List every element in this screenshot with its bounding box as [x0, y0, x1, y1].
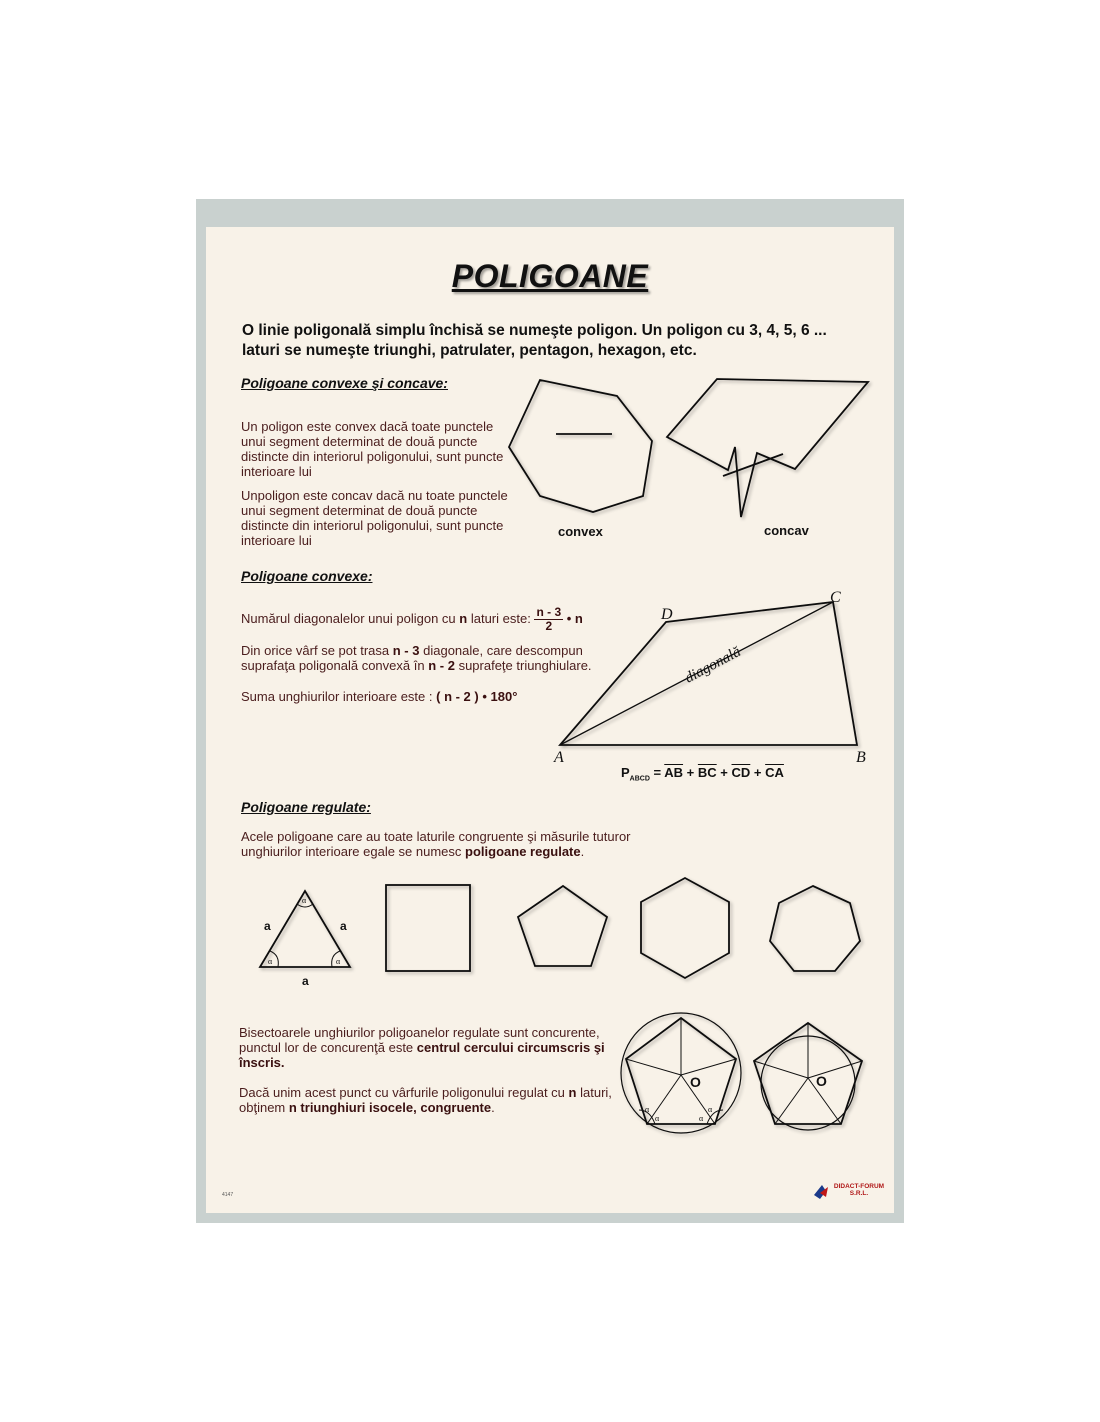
angle-label-p4: α — [699, 1114, 704, 1123]
angle-sum-formula: ( n - 2 ) • 180° — [436, 689, 518, 704]
diagonal-label: diagonală — [682, 643, 744, 687]
perimeter-eq: = — [653, 765, 662, 780]
concave-polygon — [667, 379, 868, 517]
regular-hexagon — [641, 878, 729, 978]
diagonals-text2: laturi este: — [470, 610, 531, 626]
angle-label-p1: α — [645, 1105, 650, 1114]
side-label-bottom: a — [302, 974, 309, 988]
heading-convex-concave: Poligoane convexe şi concave: — [241, 375, 448, 391]
publisher-logo — [812, 1181, 890, 1203]
concave-label: concav — [764, 523, 809, 538]
product-code: 4147 — [222, 1192, 234, 1198]
segment-ab: $\overline{AB}$ — [664, 765, 684, 780]
heading-convex: Poligoane convexe: — [241, 568, 373, 584]
logo-line1: DIDACT-FORUM — [833, 1183, 885, 1190]
join-end: . — [491, 1100, 495, 1115]
side-label-left: a — [264, 919, 271, 933]
angle-label-right: α — [336, 957, 341, 966]
page-title: POLIGOANE — [451, 258, 649, 294]
vertex-bold-a: n - 3 — [392, 643, 420, 658]
heading-regular: Poligoane regulate: — [241, 799, 371, 815]
angle-label-p2: α — [655, 1114, 660, 1123]
vertex-bold-b: n - 2 — [428, 658, 455, 673]
plus-3: + — [753, 765, 762, 780]
convex-definition: Un poligon este convex dacă toate punctele unui segment determinat de două puncte distincte din interiorul poligonului, sunt puncte interioare lui — [241, 419, 504, 479]
perimeter-sub: ABCD — [629, 775, 650, 783]
vertex-text-b: diagonale, care descompun suprafaţa poligonală convexă în — [241, 643, 583, 673]
segment-ca: $\overline{CA}$ — [765, 765, 784, 780]
regular-def-text: Acele poligoane care au toate laturile congruente şi măsurile tuturor unghiurilor interioare egale se numesc — [241, 829, 631, 859]
diagonals-text: Numărul diagonalelor unui poligon cu — [241, 610, 456, 626]
angle-label-top: α — [302, 896, 307, 905]
logo-text — [828, 1183, 890, 1197]
segment-cd: $\overline{CD}$ — [731, 765, 751, 780]
vertex-text-c: suprafeţe triunghiulare. — [458, 658, 592, 673]
concave-definition: Unpoligon este concav dacă nu toate punctele unui segment determinat de două puncte distincte din interiorul poligonului, sunt puncte interioare lui — [241, 488, 508, 548]
join-text-b: laturi, obţinem — [239, 1085, 612, 1115]
regular-heptagon — [770, 886, 860, 971]
vertex-label-c: C — [830, 589, 841, 606]
join-bold-a: n — [568, 1085, 577, 1100]
bisector-text-a: Bisectoarele unghiurilor poligoanelor regulate sunt concurente, punctul lor de concurenţă este — [239, 1025, 600, 1055]
segment-bc: $\overline{BC}$ — [697, 765, 717, 780]
spoke-2 — [681, 1059, 736, 1075]
spoke-9 — [775, 1078, 808, 1124]
bisector-bold: centrul cercului circumscris şi înscris. — [239, 1040, 605, 1070]
intro-text: O linie poligonală simplu închisă se numeşte poligon. Un poligon cu 3, 4, 5, 6 ... laturi se numeşte triunghi, patrulater, pentagon, hexagon, etc. — [242, 322, 827, 359]
vertex-label-d: D — [661, 606, 673, 623]
spoke-4 — [647, 1075, 681, 1124]
angle-label-p3: α — [708, 1105, 713, 1114]
vertex-label-b: B — [856, 749, 866, 766]
angle-label-left: α — [268, 957, 273, 966]
center-label-2: O — [816, 1073, 827, 1089]
perimeter-p: P — [621, 765, 630, 780]
logo-line2: S.R.L. — [849, 1190, 869, 1197]
join-text-a: Dacă unim acest punct cu vârfurile poligonului regulat cu — [239, 1085, 565, 1100]
convex-label: convex — [558, 524, 603, 539]
join-bold-b: n triunghiuri isocele, congruente — [288, 1100, 492, 1115]
regular-pentagon — [518, 886, 607, 966]
plus-2: + — [720, 765, 728, 780]
convex-polygon — [509, 380, 652, 512]
regular-def-bold: poligoane regulate — [465, 844, 581, 859]
angle-sum-label: Suma unghiurilor interioare este : — [241, 689, 433, 704]
plus-1: + — [686, 765, 695, 780]
vertex-label-a: A — [554, 749, 564, 766]
fraction-denominator: 2 — [545, 619, 553, 633]
fraction-numerator: n - 3 — [536, 605, 562, 619]
center-label-1: O — [690, 1074, 701, 1090]
regular-def-end: . — [580, 844, 585, 859]
vertex-text-a: Din orice vârf se pot trasa — [241, 643, 390, 658]
side-label-right: a — [340, 919, 347, 933]
fraction-tail: • n — [566, 610, 583, 626]
diagonals-n: n — [459, 610, 468, 626]
regular-square — [386, 885, 470, 971]
spoke-5 — [626, 1059, 681, 1075]
